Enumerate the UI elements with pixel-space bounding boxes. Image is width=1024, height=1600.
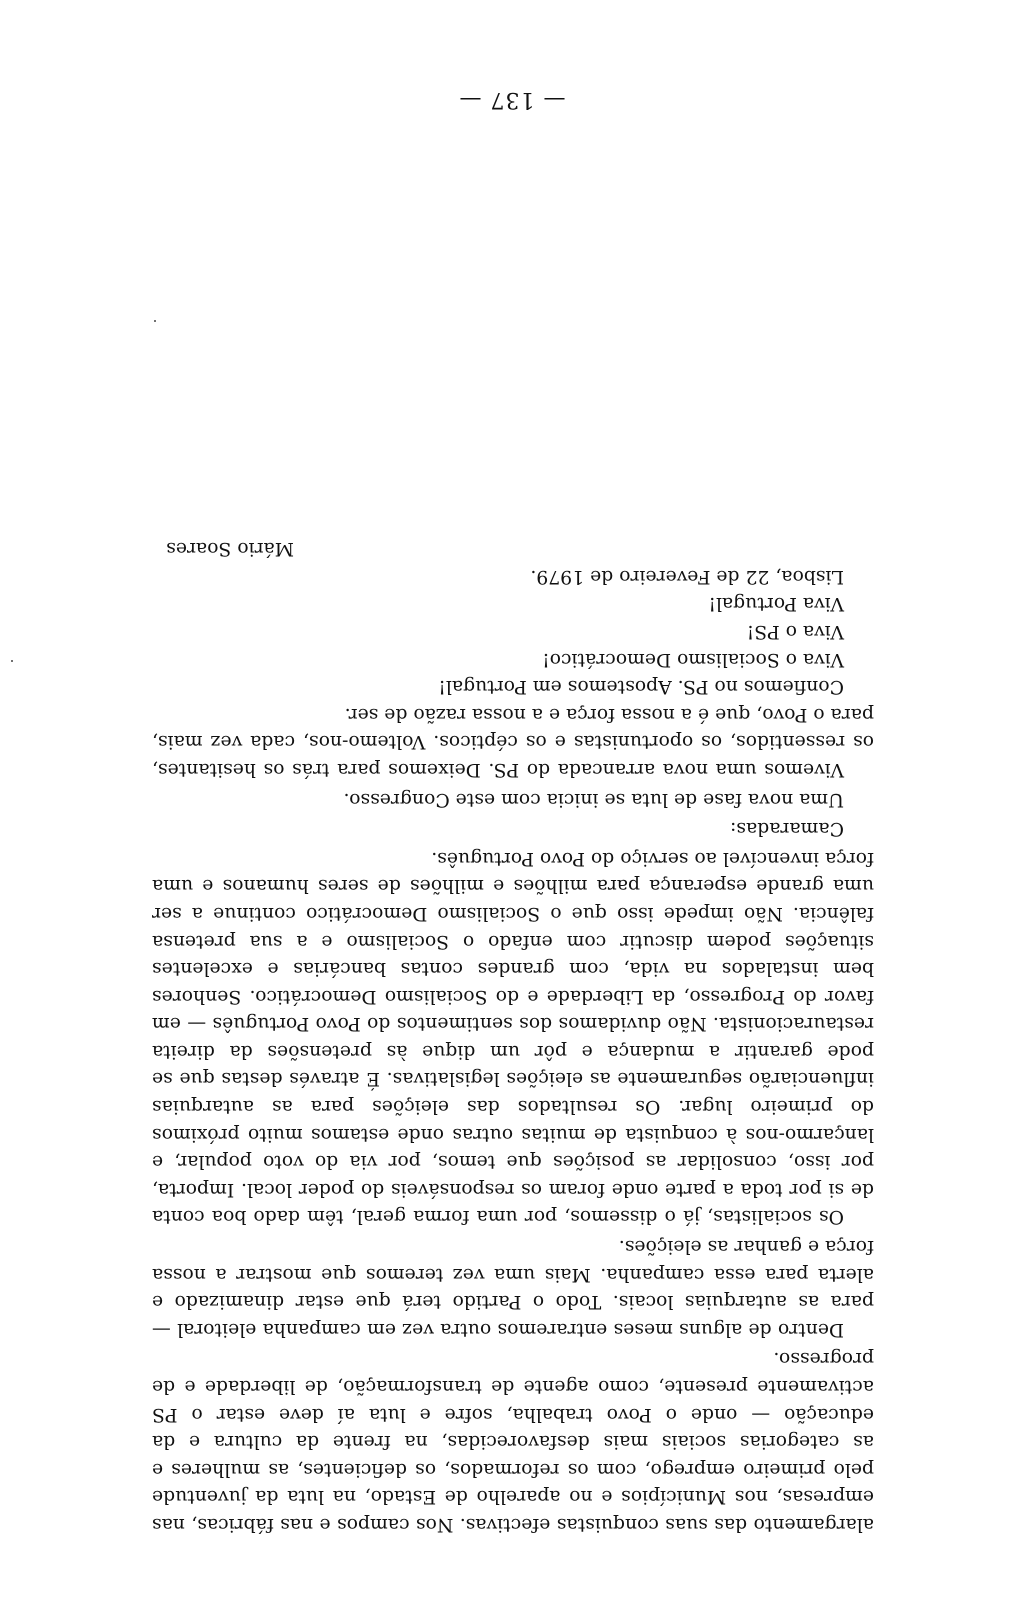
body-text xyxy=(152,535,874,1538)
signature: Mário Soares xyxy=(166,538,294,560)
page-number: — 137 — xyxy=(458,87,566,112)
paragraph-alargamento: alargamento das suas conquistas efectivas. Nos campos e nas fábricas, nas empresas, nos Municípios e no aparelho de Estado, na luta da juventude pelo primeiro emprego, com os reformados, os deficientes, as mulheres e as categorias sociais mais desfavorecidas, na frente da cultura e da educação — onde o Povo trabalha, sofre e luta aí deve estar o PS activamente presente, como agente de transformação, de liberdade e de progresso. xyxy=(152,1348,874,1535)
paragraph-nova-fase: Uma nova fase de luta se inicia com este Congresso. xyxy=(343,788,844,810)
scan-speck xyxy=(154,320,156,322)
closing-viva-portugal: Viva Portugal! xyxy=(708,593,844,615)
paragraph-arrancada: Vivemos uma nova arrancada do PS. Deixemos para trás os hesitantes, os ressentidos, os oportunistas e os cépticos. Voltemo-nos, cada vez mais, para o Povo, que é a nossa força e a nossa razão de ser. xyxy=(152,703,874,780)
date-line: Lisboa, 22 de Fevereiro de 1979. xyxy=(530,565,844,587)
scan-speck xyxy=(11,660,13,662)
closing-viva-ps: Viva o PS! xyxy=(746,621,844,642)
closing-viva-socialismo: Viva o Socialismo Democrático! xyxy=(542,648,844,670)
paragraph-confiemos: Confiemos no PS. Apostemos em Portugal! xyxy=(438,676,844,698)
paragraph-socialistas: Os socialistas, já o dissemos, por uma forma geral, têm dado boa conta de si por toda a parte onde foram os responsáveis do poder local. Importa, por isso, consolidar as posições que temos, por via do voto popular, e lançarmo-nos à conquista de muitas outras onde estamos muito próximos do primeiro lugar. Os resultados das eleições para as autarquias influenciarão seguramente as eleições legislativas. É através destas que se pode garantir a mudança e pôr um dique às pretensões da direita restauracionista. Não duvidamos dos sentimentos do Povo Português — em favor do Progresso, da Liberdade e do Socialismo Democrático. Senhores bem instalados na vida, com grandes contas bancárias e excelentes situações podem discutir com enfado o Socialismo e a sua pretensa falência. Não impede isso que o Socialismo Democrático continue a ser uma grande esperança para milhões e milhões de seres humanos e uma força invencível ao serviço do Povo Português. xyxy=(152,847,874,1228)
salutation: Camaradas: xyxy=(730,818,844,840)
paragraph-campanha-eleitoral: Dentro de alguns meses entraremos outra vez em campanha eleitoral — para as autarquias locais. Todo o Partido terá que estar dinamizado e alerta para essa campanha. Mais uma vez teremos que mostrar a nossa força e ganhar as eleições. xyxy=(152,1236,874,1340)
